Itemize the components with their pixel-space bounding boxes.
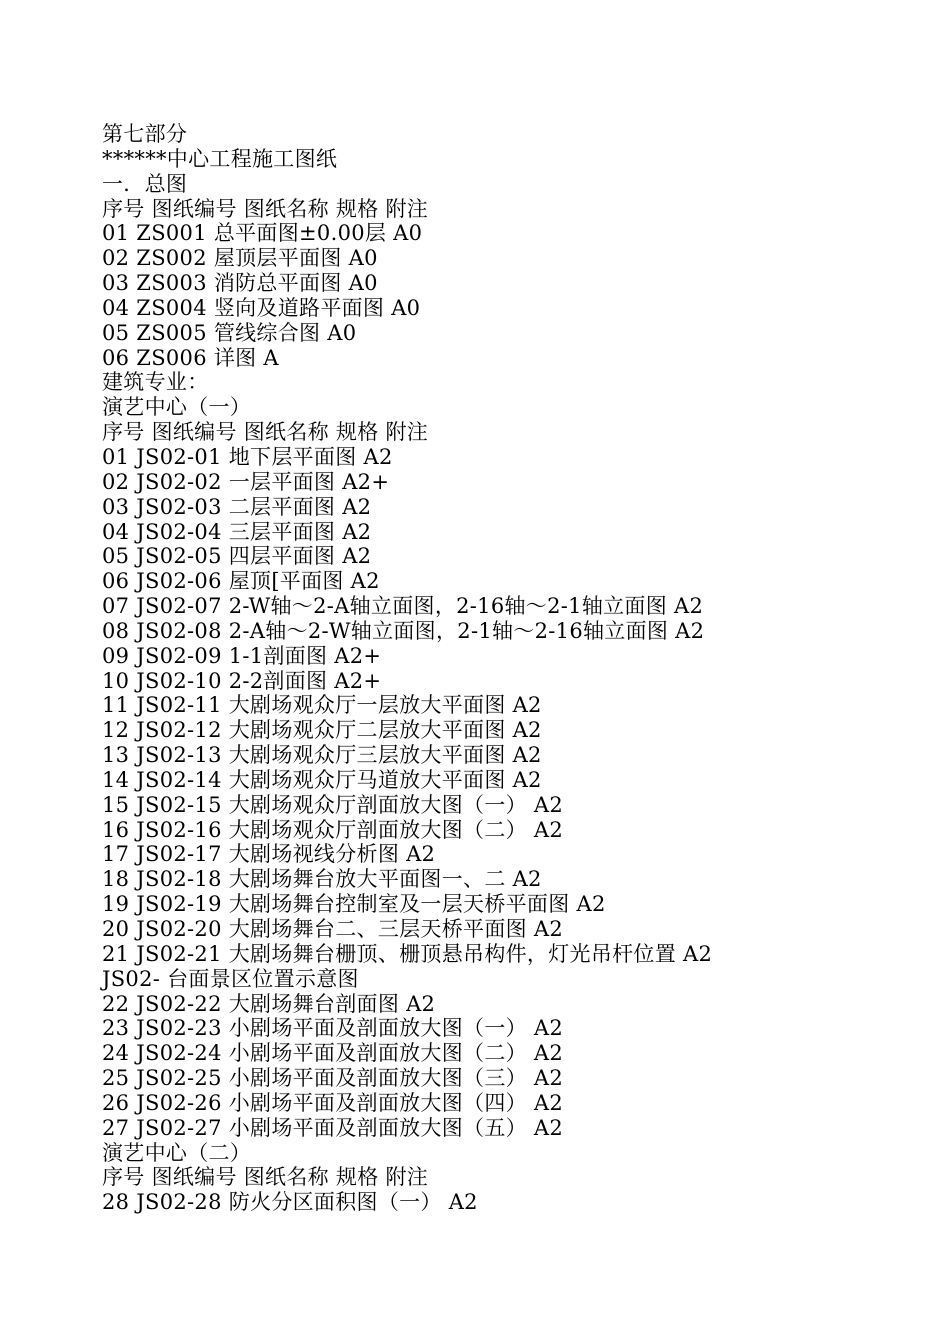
drawing-list-item: 15 JS02-15 大剧场观众厅剖面放大图（一） A2 xyxy=(102,792,564,817)
drawing-list-item: 05 ZS005 管线综合图 A0 xyxy=(102,320,357,345)
drawing-list-item: 02 JS02-02 一层平面图 A2+ xyxy=(102,469,390,494)
drawing-list-item: 07 JS02-07 2-W轴～2-A轴立面图，2-16轴～2-1轴立面图 A2 xyxy=(102,594,704,619)
drawing-list-item: 17 JS02-17 大剧场视线分析图 A2 xyxy=(102,842,436,867)
drawing-list-item: 26 JS02-26 小剧场平面及剖面放大图（四） A2 xyxy=(102,1090,564,1115)
drawing-list-item: 28 JS02-28 防火分区面积图（一） A2 xyxy=(102,1190,478,1215)
drawing-list-item: 01 JS02-01 地下层平面图 A2 xyxy=(102,444,393,469)
drawing-list-item: 06 ZS006 详图 A xyxy=(102,345,279,370)
drawing-list-item: 25 JS02-25 小剧场平面及剖面放大图（三） A2 xyxy=(102,1066,564,1091)
drawing-list-item: 27 JS02-27 小剧场平面及剖面放大图（五） A2 xyxy=(102,1115,564,1140)
drawing-list-item: 10 JS02-10 2-2剖面图 A2+ xyxy=(102,668,382,693)
drawing-list-item: 05 JS02-05 四层平面图 A2 xyxy=(102,544,372,569)
drawing-list-item: 19 JS02-19 大剧场舞台控制室及一层天桥平面图 A2 xyxy=(102,892,606,917)
drawing-list-item: 09 JS02-09 1-1剖面图 A2+ xyxy=(102,643,382,668)
drawing-list-item: 12 JS02-12 大剧场观众厅二层放大平面图 A2 xyxy=(102,718,542,743)
subsection-heading: 演艺中心（二） xyxy=(102,1140,252,1165)
drawing-list-item: 01 ZS001 总平面图±0.00层 A0 xyxy=(102,221,423,246)
table-header-general: 序号 图纸编号 图纸名称 规格 附注 xyxy=(102,196,429,221)
drawing-list-item: 16 JS02-16 大剧场观众厅剖面放大图（二） A2 xyxy=(102,817,564,842)
drawing-list-item: 13 JS02-13 大剧场观众厅三层放大平面图 A2 xyxy=(102,743,542,768)
document-body xyxy=(102,122,922,1215)
drawing-list-item: 23 JS02-23 小剧场平面及剖面放大图（一） A2 xyxy=(102,1016,564,1041)
table-header: 序号 图纸编号 图纸名称 规格 附注 xyxy=(102,420,429,445)
drawing-list-item: 24 JS02-24 小剧场平面及剖面放大图（二） A2 xyxy=(102,1041,564,1066)
drawing-list-item: 11 JS02-11 大剧场观众厅一层放大平面图 A2 xyxy=(102,693,542,718)
section-heading-general: 一．总图 xyxy=(102,171,188,196)
drawing-list-item: 20 JS02-20 大剧场舞台二、三层天桥平面图 A2 xyxy=(102,917,564,941)
document-title: ******中心工程施工图纸 xyxy=(102,146,338,171)
subsection-heading: 演艺中心（一） xyxy=(102,395,252,420)
drawing-list-item: 08 JS02-08 2-A轴～2-W轴立面图，2-1轴～2-16轴立面图 A2 xyxy=(102,618,705,643)
drawing-list-item: 06 JS02-06 屋顶[平面图 A2 xyxy=(102,569,380,594)
drawing-list-item: 04 ZS004 竖向及道路平面图 A0 xyxy=(102,295,421,320)
drawing-list-item: 02 ZS002 屋顶层平面图 A0 xyxy=(102,246,378,271)
drawing-list-item-continuation: JS02- 台面景区位置示意图 xyxy=(102,966,359,991)
drawing-list-item: 21 JS02-21 大剧场舞台栅顶、栅顶悬吊构件，灯光吊杆位置 A2 xyxy=(102,941,713,966)
drawing-list-item: 14 JS02-14 大剧场观众厅马道放大平面图 A2 xyxy=(102,767,542,792)
drawing-list-item: 18 JS02-18 大剧场舞台放大平面图一、二 A2 xyxy=(102,867,542,892)
drawing-list-item: 04 JS02-04 三层平面图 A2 xyxy=(102,519,372,544)
drawing-list-item: 03 JS02-03 二层平面图 A2 xyxy=(102,494,372,519)
table-header: 序号 图纸编号 图纸名称 规格 附注 xyxy=(102,1165,429,1190)
section-heading-architecture: 建筑专业： xyxy=(102,370,209,395)
part-heading: 第七部分 xyxy=(102,122,188,146)
drawing-list-item: 22 JS02-22 大剧场舞台剖面图 A2 xyxy=(102,991,436,1016)
drawing-list-item: 03 ZS003 消防总平面图 A0 xyxy=(102,271,378,296)
